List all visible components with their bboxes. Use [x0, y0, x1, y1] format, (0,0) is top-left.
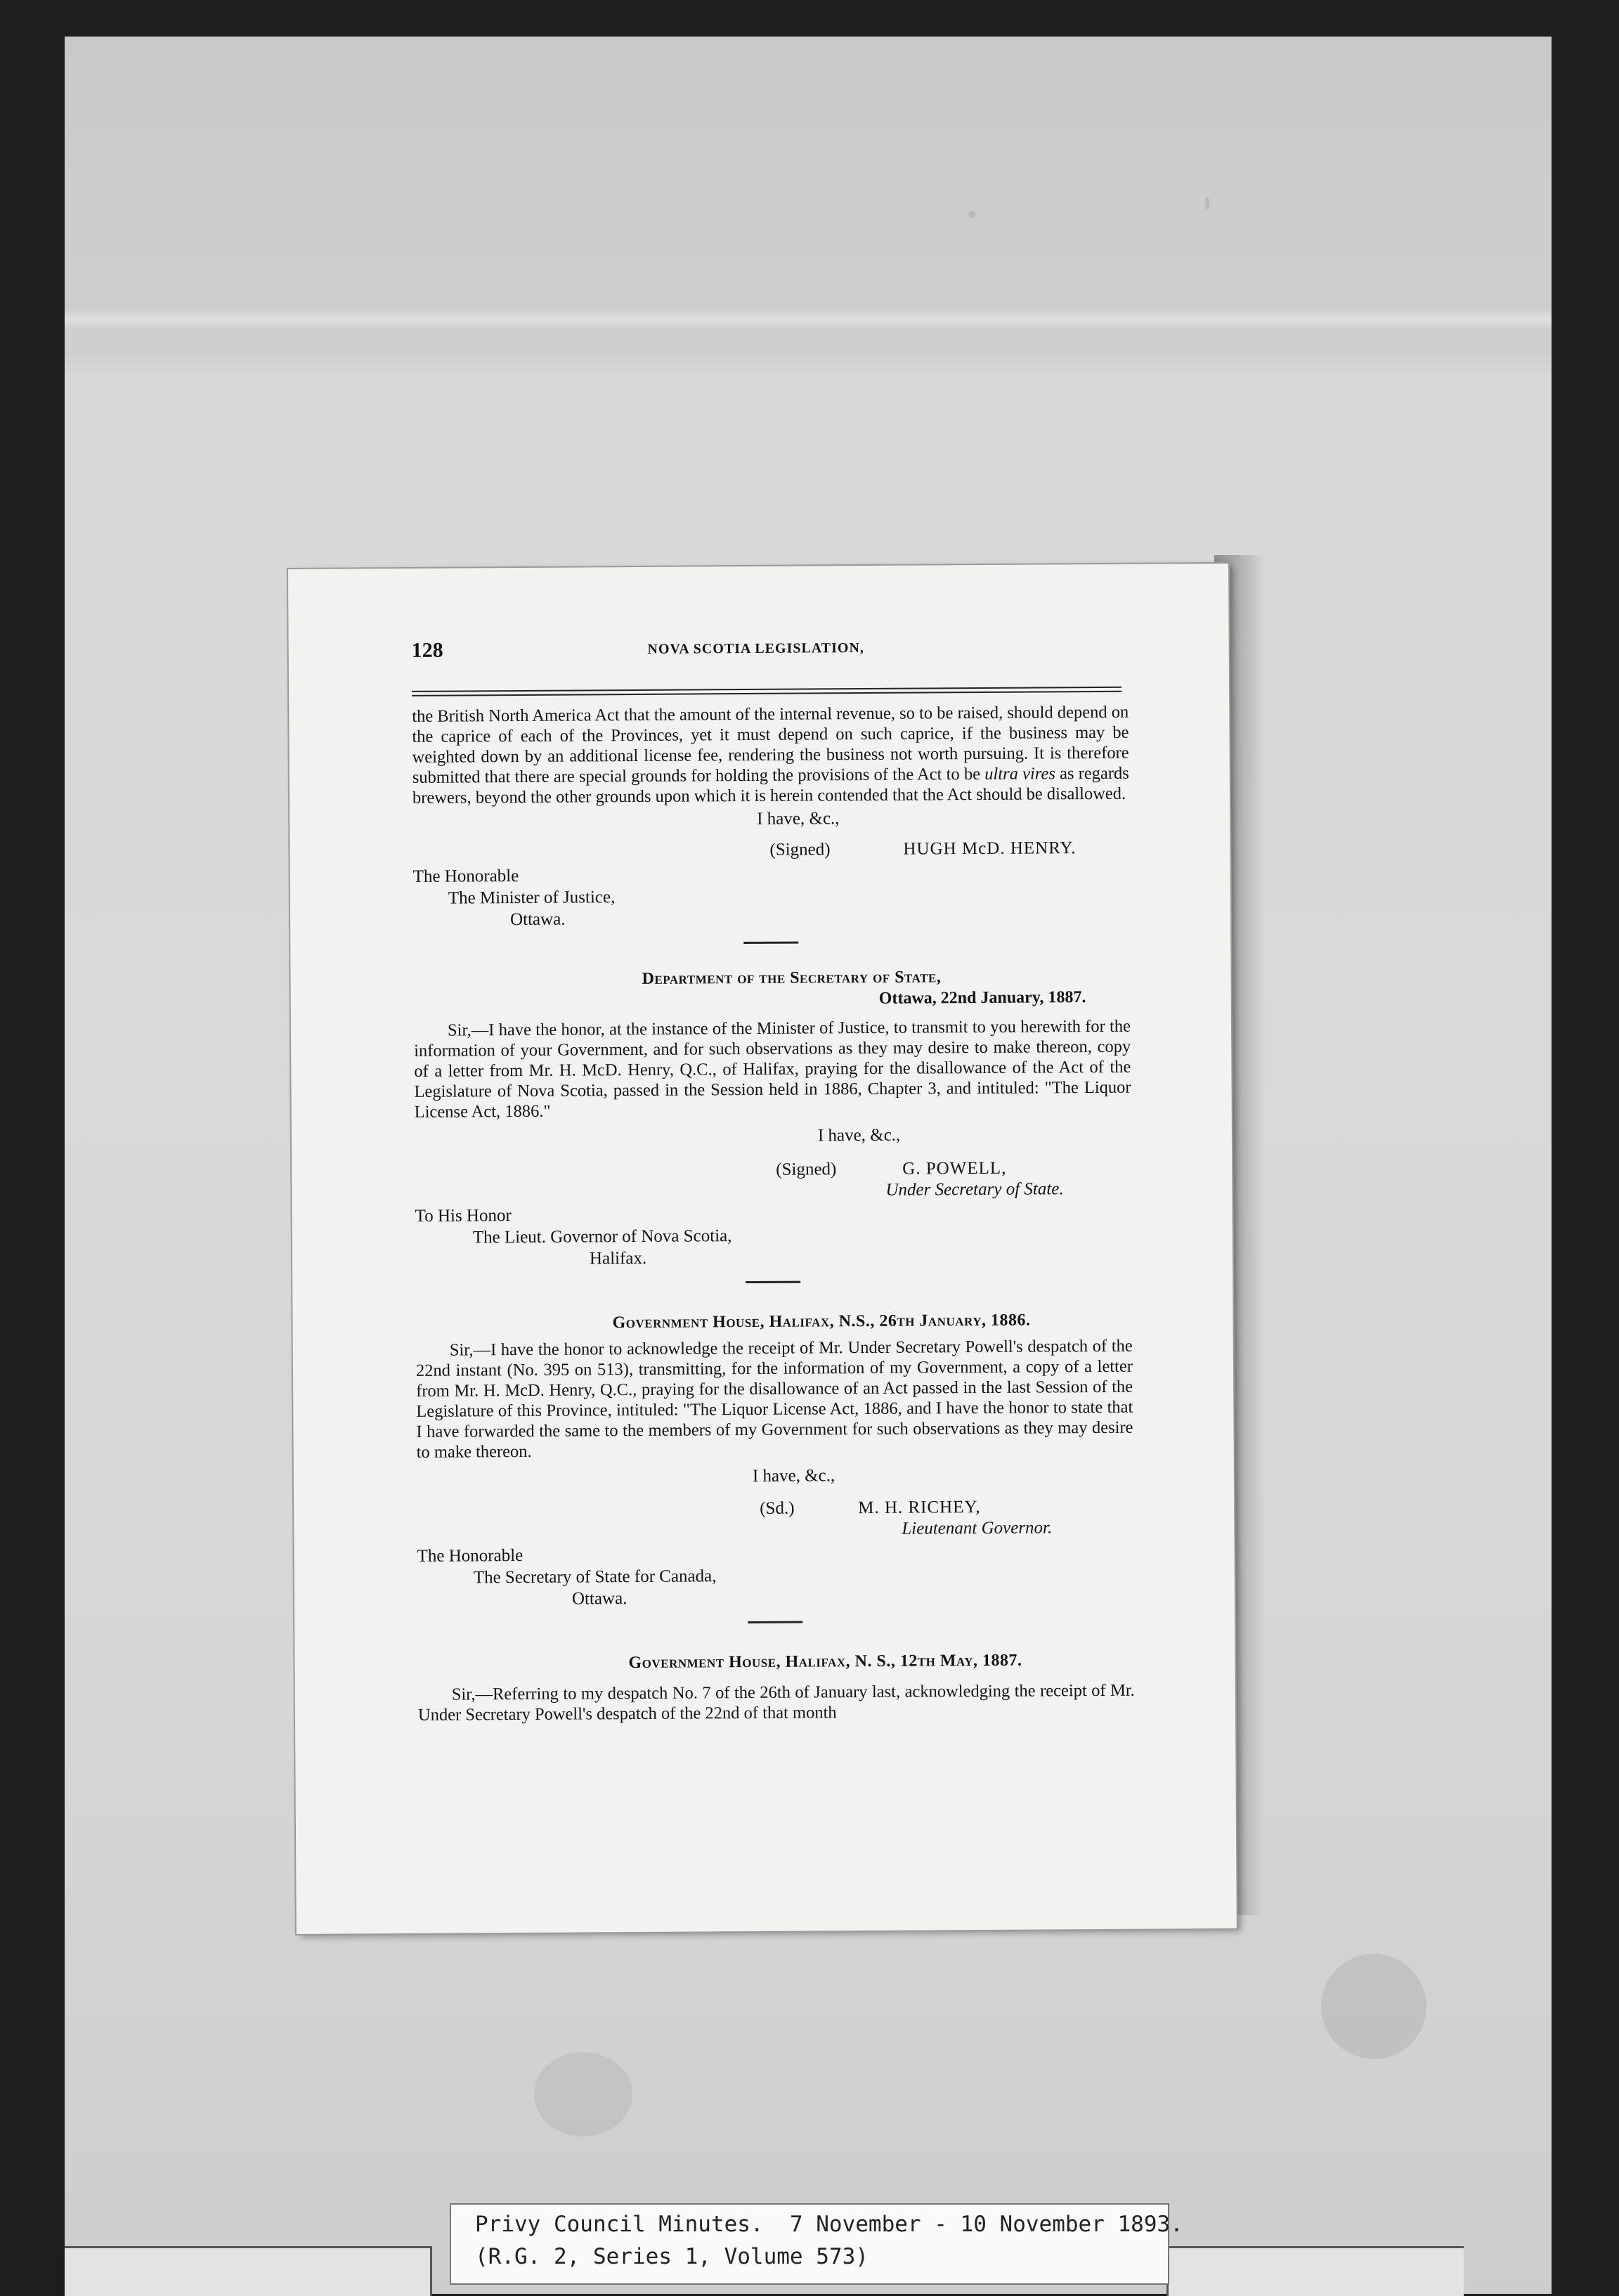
caption-line-1: Privy Council Minutes. 7 November - 10 November 1893. [475, 2212, 1183, 2237]
letter2-place-date: Ottawa, 22nd January, 1887. [878, 988, 1086, 1008]
address-line: The Lieut. Governor of Nova Scotia, [472, 1226, 732, 1247]
address-line: The Secretary of State for Canada, [473, 1567, 717, 1588]
letter4-body: Sir,—Referring to my despatch No. 7 of the 26th of January last, acknowledging the receipt of Mr. Under Secretary Powell's despatch of the 22nd of that month [417, 1680, 1135, 1725]
letter3-dateline: Government House, Halifax, N.S., 26th January, 1886. [612, 1311, 1031, 1332]
address-line: Ottawa. [571, 1589, 628, 1609]
letter3-title: Lieutenant Governor. [902, 1518, 1053, 1538]
film-speck [968, 211, 975, 218]
running-header [412, 635, 1129, 670]
letter1-body-italic: ultra vires [984, 764, 1055, 784]
address-line: Ottawa. [509, 909, 566, 930]
letter2-address [415, 1201, 1133, 1271]
letter1-signatory: HUGH McD. HENRY. [903, 838, 1077, 859]
letter2-body: Sir,—I have the honor, at the instance of the Minister of Justice, to transmit to you herewith for the information of your Government, and for such observations as they may desire to make thereon, copy of a letter from Mr. H. McD. Henry, Q.C., of Halifax, praying for the disallowance of the Act of the Legislature of Nova Scotia, passed in the Session held in 1886, Chapter 3, and intituled: "The Liquor License Act, 1886." [414, 1016, 1131, 1122]
letter1-body-text-end: as regards brewers, beyond the other grounds upon which it is herein contended that the Act should be disallowed. [412, 763, 1129, 808]
letter3-address [417, 1541, 1134, 1611]
letter1-address [413, 862, 1131, 931]
section-divider [748, 1621, 802, 1623]
address-line: The Honorable [417, 1545, 524, 1566]
film-blemish [1321, 1954, 1426, 2059]
header-rule [412, 687, 1121, 696]
film-speck [1205, 197, 1209, 209]
page-number: 128 [411, 638, 443, 662]
letter2-closing: I have, &c., [817, 1125, 901, 1146]
letter1-closing: I have, &c., [757, 809, 840, 829]
letter1-body [412, 702, 1129, 808]
letter3-body: Sir,—I have the honor to acknowledge the receipt of Mr. Under Secretary Powell's despatch of the 22nd instant (No. 395 on 513), transmitting, for the information of my Government, a copy of a letter from Mr. H. McD. Henry, Q.C., praying for the disallowance of an Act passed in the last Session of the Legislature of this Province, intituled: "The Liquor License Act, 1886, and I have the honor to state that I have forwarded the same to the members of my Government for such observations as they may desire to make thereon. [415, 1336, 1133, 1462]
film-edge-left [65, 2246, 432, 2296]
caption-line-2: (R.G. 2, Series 1, Volume 573) [475, 2244, 869, 2269]
letter2-signed-label: (Signed) [776, 1160, 837, 1179]
letter2-signatory: G. POWELL, [902, 1158, 1007, 1179]
document-page [288, 564, 1237, 1934]
letter3-closing: I have, &c., [752, 1466, 835, 1486]
letter2-title: Under Secretary of State. [885, 1179, 1064, 1200]
address-line: Halifax. [589, 1248, 647, 1269]
address-line: The Minister of Justice, [448, 888, 616, 908]
address-line: To His Honor [415, 1206, 512, 1226]
section-divider [746, 1281, 800, 1283]
letter3-signed-label: (Sd.) [760, 1498, 795, 1518]
page-content [412, 635, 1135, 1725]
running-title: NOVA SCOTIA LEGISLATION, [647, 640, 864, 657]
section-divider [743, 942, 798, 944]
film-edge-right [1166, 2246, 1464, 2296]
film-band [65, 309, 1552, 330]
letter3-signatory: M. H. RICHEY, [858, 1498, 981, 1518]
archive-caption [450, 2203, 1183, 2285]
letter1-signed-label: (Signed) [769, 840, 831, 860]
letter2-department: Department of the Secretary of State, [642, 968, 942, 988]
letter4-dateline: Government House, Halifax, N. S., 12th May, 1887. [628, 1651, 1022, 1673]
address-line: The Honorable [412, 867, 519, 886]
letter1-body-text: the British North America Act that the amount of the internal revenue, so to be raised, should depend on the caprice of each of the Provinces, yet it must depend on such caprice, if the business may be weighted down by an additional license fee, rendering the business not worth pursuing. It is therefore submitted that there are special grounds for holding the provisions of the Act to be [412, 702, 1129, 787]
letter1-signature [412, 838, 1129, 863]
film-blemish [534, 2052, 632, 2136]
